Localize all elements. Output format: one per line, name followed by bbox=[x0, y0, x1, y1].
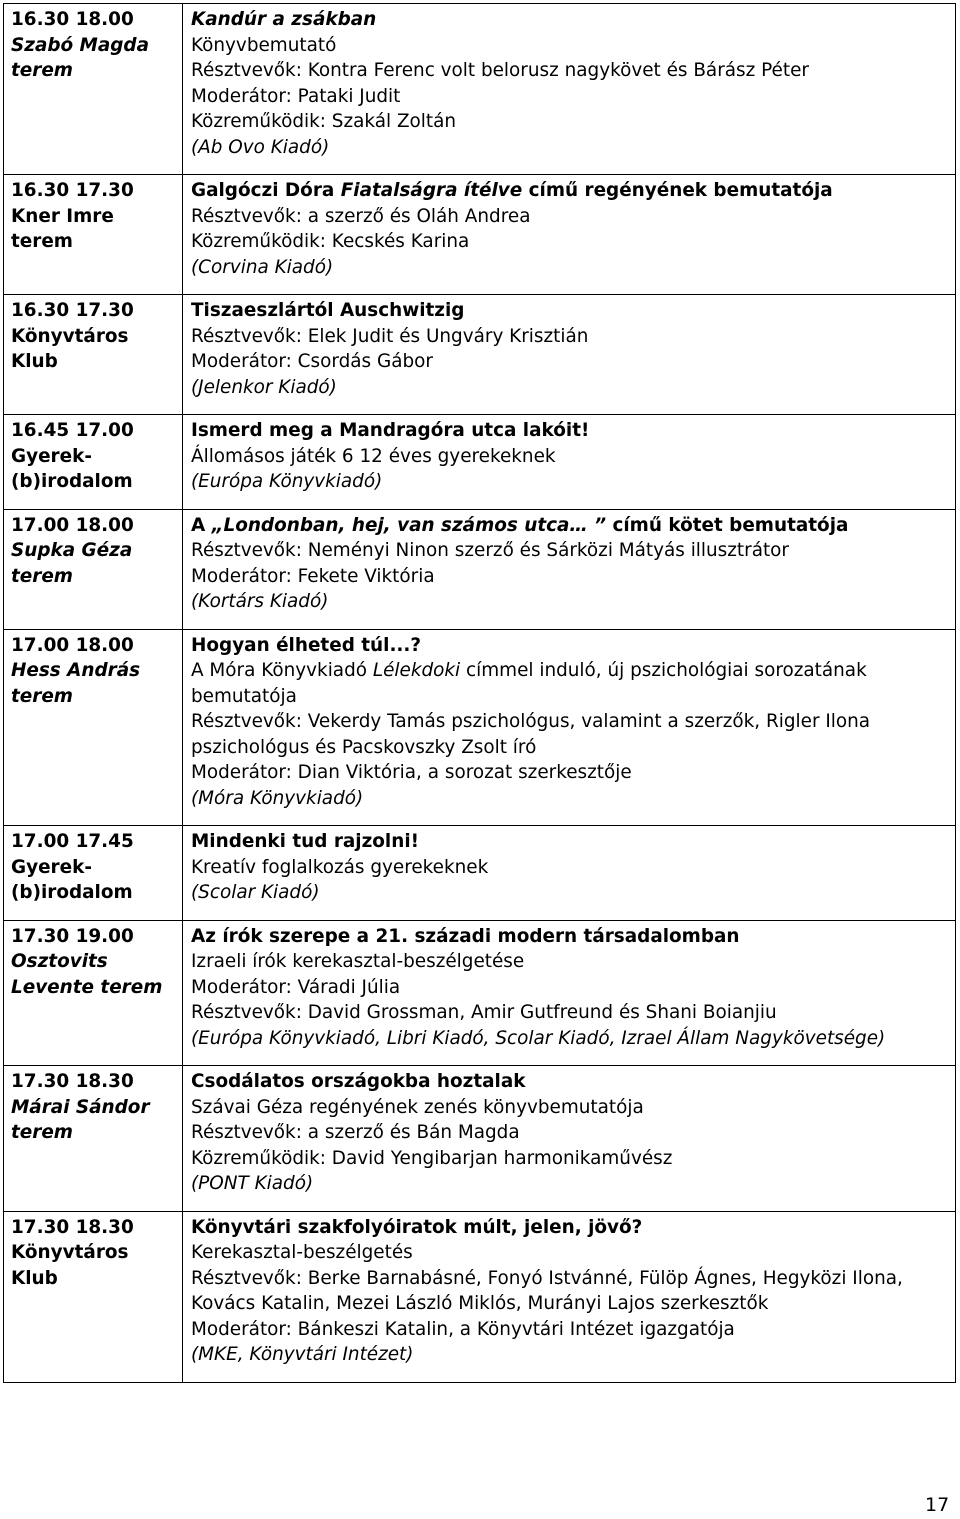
page-number: 17 bbox=[925, 1494, 950, 1516]
event-contributor: Közreműködik: David Yengibarjan harmonikaművész bbox=[191, 1147, 673, 1169]
program-row bbox=[4, 826, 956, 921]
event-room: Gyerek-(b)irodalom bbox=[11, 856, 133, 903]
event-title: Kandúr a zsákban bbox=[191, 9, 377, 30]
event-title-part: című regényének bemutatója bbox=[522, 180, 833, 201]
event-time: 17.30 19.00 bbox=[11, 925, 134, 947]
event-time: 17.00 18.00 bbox=[11, 634, 134, 656]
event-cell bbox=[183, 1066, 956, 1212]
program-row bbox=[4, 1066, 956, 1212]
event-room: Márai Sándor terem bbox=[11, 1096, 150, 1143]
event-cell bbox=[183, 1211, 956, 1382]
event-room: Könyvtáros Klub bbox=[11, 325, 129, 372]
time-room-cell bbox=[4, 629, 183, 826]
series-title: Lélekdoki bbox=[372, 660, 461, 681]
event-description-part: A Móra Könyvkiadó bbox=[191, 660, 373, 681]
event-participants: Résztvevők: Kontra Ferenc volt belorusz nagykövet és Bárász Péter bbox=[191, 60, 809, 81]
book-title: „Londonban, hej, van számos utca… ” bbox=[211, 514, 607, 536]
event-cell bbox=[183, 920, 956, 1066]
event-title: Tiszaeszlártól Auschwitzig bbox=[191, 300, 465, 321]
event-moderator: Moderátor: Csordás Gábor bbox=[191, 351, 433, 372]
event-title-part: című kötet bemutatója bbox=[606, 514, 849, 536]
event-room: Szabó Magda terem bbox=[11, 34, 150, 81]
event-participants: Résztvevők: David Grossman, Amir Gutfreund és Shani Boianjiu bbox=[191, 1002, 777, 1023]
event-cell bbox=[183, 295, 956, 415]
event-title: Könyvtári szakfolyóiratok múlt, jelen, jövő? bbox=[191, 1216, 643, 1238]
event-time: 16.45 17.00 bbox=[11, 420, 134, 441]
event-moderator: Moderátor: Bánkeszi Katalin, a Könyvtári Intézet igazgatója bbox=[191, 1318, 735, 1340]
event-subtitle: Könyvbemutató bbox=[191, 34, 337, 56]
event-subtitle: Állomásos játék 6 12 éves gyerekeknek bbox=[191, 445, 556, 467]
event-room: Osztovits Levente terem bbox=[11, 951, 163, 998]
event-title: Mindenki tud rajzolni! bbox=[191, 831, 420, 852]
event-title bbox=[191, 178, 951, 204]
program-row bbox=[4, 509, 956, 629]
event-time: 17.30 18.30 bbox=[11, 1071, 134, 1092]
program-row bbox=[4, 4, 956, 175]
event-subtitle: Kreatív foglalkozás gyerekeknek bbox=[191, 856, 489, 878]
event-time: 16.30 17.30 bbox=[11, 300, 134, 321]
event-participants: Résztvevők: a szerző és Bán Magda bbox=[191, 1122, 520, 1143]
event-moderator: Moderátor: Váradi Júlia bbox=[191, 976, 401, 998]
event-description bbox=[191, 658, 951, 709]
program-row bbox=[4, 295, 956, 415]
event-publisher: (Jelenkor Kiadó) bbox=[191, 376, 337, 398]
event-contributor: Közreműködik: Szakál Zoltán bbox=[191, 111, 457, 132]
event-room: Supka Géza terem bbox=[11, 540, 133, 587]
event-publisher: (MKE, Könyvtári Intézet) bbox=[191, 1344, 414, 1365]
event-contributor: Közreműködik: Kecskés Karina bbox=[191, 231, 470, 252]
event-time: 16.30 18.00 bbox=[11, 9, 134, 30]
event-room: Könyvtáros Klub bbox=[11, 1242, 129, 1289]
event-participants: Résztvevők: a szerző és Oláh Andrea bbox=[191, 205, 531, 227]
event-cell bbox=[183, 509, 956, 629]
event-time: 17.00 18.00 bbox=[11, 514, 134, 536]
event-subtitle: Kerekasztal-beszélgetés bbox=[191, 1242, 413, 1263]
event-cell bbox=[183, 629, 956, 826]
time-room-cell bbox=[4, 4, 183, 175]
event-time: 16.30 17.30 bbox=[11, 180, 134, 201]
program-row bbox=[4, 629, 956, 826]
event-cell bbox=[183, 175, 956, 295]
event-publisher: (Európa Könyvkiadó) bbox=[191, 471, 383, 492]
book-title: Fiatalságra ítélve bbox=[340, 180, 523, 201]
event-title: Csodálatos országokba hoztalak bbox=[191, 1071, 526, 1092]
event-publisher: (Corvina Kiadó) bbox=[191, 256, 334, 278]
event-moderator: Moderátor: Dian Viktória, a sorozat szerkesztője bbox=[191, 762, 632, 783]
event-participants: Résztvevők: Neményi Ninon szerző és Sárközi Mátyás illusztrátor bbox=[191, 540, 789, 561]
time-room-cell bbox=[4, 509, 183, 629]
event-cell bbox=[183, 415, 956, 510]
event-time: 17.30 18.30 bbox=[11, 1216, 134, 1238]
event-moderator: Moderátor: Pataki Judit bbox=[191, 85, 401, 107]
time-room-cell bbox=[4, 1211, 183, 1382]
event-room: Hess András terem bbox=[11, 660, 141, 707]
time-room-cell bbox=[4, 175, 183, 295]
event-moderator: Moderátor: Fekete Viktória bbox=[191, 565, 435, 587]
event-cell bbox=[183, 826, 956, 921]
event-time: 17.00 17.45 bbox=[11, 831, 134, 852]
event-publisher: (Kortárs Kiadó) bbox=[191, 591, 329, 612]
program-row bbox=[4, 175, 956, 295]
event-publisher: (Móra Könyvkiadó) bbox=[191, 787, 364, 809]
event-publisher: (Scolar Kiadó) bbox=[191, 882, 320, 903]
time-room-cell bbox=[4, 1066, 183, 1212]
program-row bbox=[4, 1211, 956, 1382]
event-title-part: Galgóczi Dóra bbox=[191, 180, 341, 201]
event-publisher: (Európa Könyvkiadó, Libri Kiadó, Scolar Kiadó, Izrael Állam Nagykövetsége) bbox=[191, 1027, 886, 1049]
event-title: Ismerd meg a Mandragóra utca lakóit! bbox=[191, 420, 590, 441]
event-publisher: (PONT Kiadó) bbox=[191, 1173, 314, 1194]
time-room-cell bbox=[4, 826, 183, 921]
event-title bbox=[191, 513, 951, 539]
time-room-cell bbox=[4, 920, 183, 1066]
event-room: Kner Imre terem bbox=[11, 205, 114, 252]
event-cell bbox=[183, 4, 956, 175]
event-title-part: A bbox=[191, 514, 212, 536]
event-subtitle: Szávai Géza regényének zenés könyvbemutatója bbox=[191, 1096, 644, 1118]
program-table bbox=[3, 3, 956, 1383]
program-row bbox=[4, 920, 956, 1066]
event-participants: Résztvevők: Vekerdy Tamás pszichológus, valamint a szerzők, Rigler Ilona pszichológus és Pacskovszky Zsolt író bbox=[191, 711, 871, 758]
time-room-cell bbox=[4, 415, 183, 510]
event-title: Hogyan élheted túl...? bbox=[191, 634, 422, 656]
event-participants: Résztvevők: Berke Barnabásné, Fonyó Istvánné, Fülöp Ágnes, Hegyközi Ilona, Kovács Katalin, Mezei László Miklós, Murányi Lajos szerkesztők bbox=[191, 1267, 903, 1314]
event-room: Gyerek-(b)irodalom bbox=[11, 445, 133, 492]
program-row bbox=[4, 415, 956, 510]
event-publisher: (Ab Ovo Kiadó) bbox=[191, 136, 330, 158]
time-room-cell bbox=[4, 295, 183, 415]
event-title: Az írók szerepe a 21. századi modern társadalomban bbox=[191, 925, 740, 947]
event-participants: Résztvevők: Elek Judit és Ungváry Krisztián bbox=[191, 325, 589, 347]
event-subtitle: Izraeli írók kerekasztal-beszélgetése bbox=[191, 951, 525, 972]
event-description-part: címmel induló, új pszichológiai sorozatának bemutatója bbox=[191, 660, 867, 707]
